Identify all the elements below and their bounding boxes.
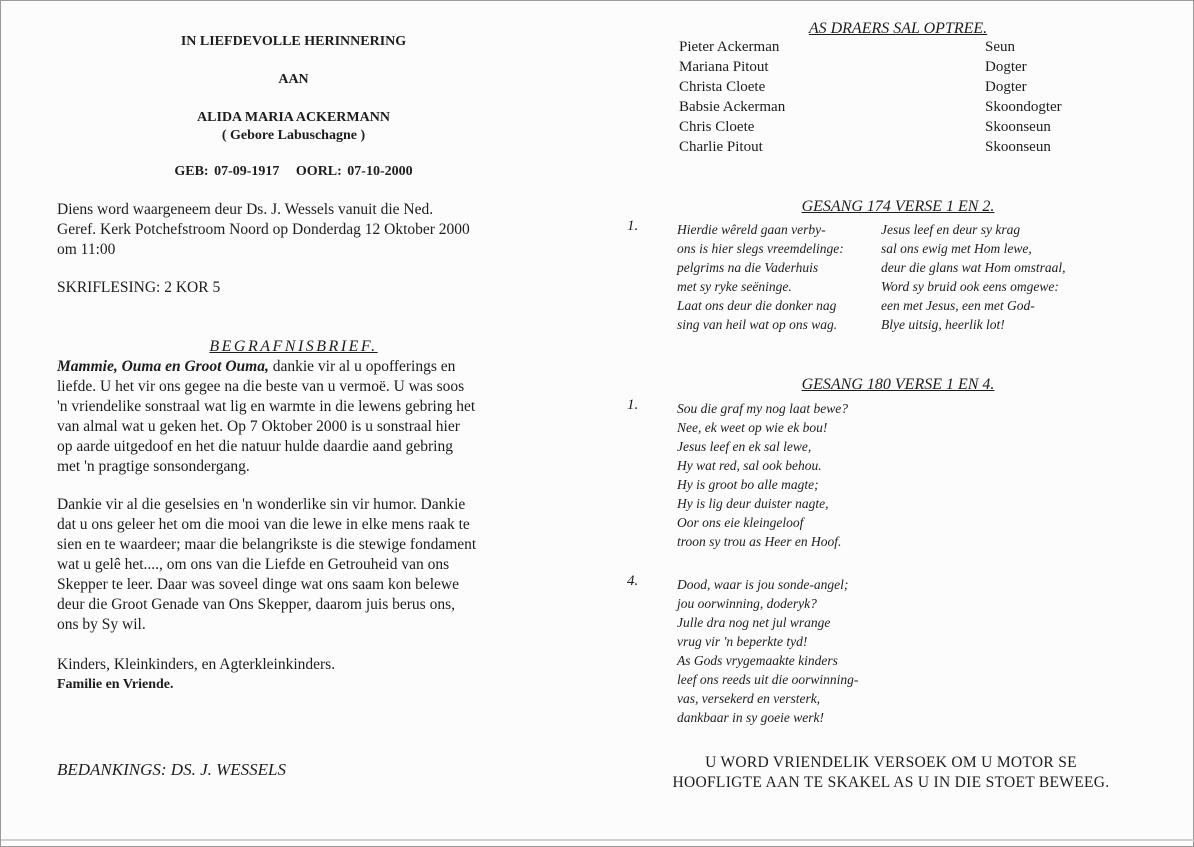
- life-dates: GEB: 07-09-1917 OORL: 07-10-2000: [174, 164, 413, 179]
- hymn-line: een met Jesus, een met God-: [881, 298, 1035, 313]
- letter-line: 'n vriendelike sonstraal wat lig en warmte in die lewens gebring het: [57, 398, 476, 415]
- letter-line: met 'n pragtige sonsondergang.: [57, 458, 250, 475]
- letter-paragraph-2: [57, 495, 537, 635]
- letter-title: BEGRAFNISBRIEF.: [209, 338, 378, 355]
- hymn-line: met sy ryke seëninge.: [677, 279, 792, 294]
- memorial-heading: IN LIEFDEVOLLE HERINNERING: [180, 34, 407, 49]
- hymn-line: dankbaar in sy goeie werk!: [677, 710, 824, 725]
- hymn-174-verse-number: 1.: [627, 218, 639, 234]
- letter-line: liefde. U het vir ons gegee na die beste van u vermoë. U was soos: [57, 378, 465, 395]
- hymn-line: troon sy trou as Heer en Hoof.: [677, 534, 842, 549]
- notice-line: U WORD VRIENDELIK VERSOEK OM U MOTOR SE: [705, 754, 1077, 771]
- maiden-name: ( Gebore Labuschagne ): [221, 128, 366, 143]
- letter-line: dat u ons geleer het om die mooi van die lewe in elke mens raak te: [57, 516, 470, 533]
- hymn-180-verse-1: [677, 399, 848, 551]
- letter-line: wat u gelê het...., om ons van die Liefde en Getrouheid van ons: [57, 556, 450, 573]
- service-details: [57, 200, 537, 260]
- service-line: om 11:00: [57, 241, 116, 258]
- hymn-line: Nee, ek weet op wie ek bou!: [677, 420, 828, 435]
- letter-line: Skepper te leer. Daar was soveel dinge wat ons saam kon belewe: [57, 576, 460, 593]
- hymn-line: Word sy bruid ook eens omgewe:: [881, 279, 1059, 294]
- bearer-row: [679, 99, 1099, 119]
- letter-text: dankie vir al u opofferings en: [268, 358, 456, 375]
- hymn-line: Hy is lig deur duister nagte,: [677, 496, 829, 511]
- bearer-row: [679, 139, 1099, 159]
- acknowledgements: BEDANKINGS: DS. J. WESSELS: [57, 760, 287, 779]
- service-line: Geref. Kerk Potchefstroom Noord op Donderdag 12 Oktober 2000: [57, 221, 470, 238]
- hymn-174-title: GESANG 174 VERSE 1 EN 2.: [801, 198, 995, 215]
- bearer-row: [679, 39, 1099, 59]
- letter-line: ons by Sy wil.: [57, 616, 146, 633]
- friends-signoff: Familie en Vriende.: [57, 677, 174, 692]
- bearer-row: [679, 59, 1099, 79]
- hymn-line: jou oorwinning, doderyk?: [677, 596, 817, 611]
- hymn-180-verse-4: [677, 575, 858, 727]
- letter-line: deur die Groot Genade van Ons Skepper, daarom juis berus ons,: [57, 596, 455, 613]
- scan-bottom-edge: [1, 839, 1194, 841]
- hymn-line: As Gods vrygemaakte kinders: [677, 653, 838, 668]
- hymn-line: ons is hier slegs vreemdelinge:: [677, 241, 844, 256]
- bearer-relation: Seun: [985, 39, 1015, 55]
- hymn-line: Hierdie wêreld gaan verby-: [677, 222, 826, 237]
- hymn-180-title: GESANG 180 VERSE 1 EN 4.: [801, 376, 995, 393]
- letter-line: [57, 357, 537, 377]
- bearer-name: Mariana Pitout: [679, 59, 769, 75]
- letter-opening: Mammie, Ouma en Groot Ouma,: [57, 358, 269, 375]
- bearers-title: AS DRAERS SAL OPTREE.: [808, 20, 988, 37]
- bearer-relation: Dogter: [985, 79, 1027, 95]
- hymn-line: Hy is groot bo alle magte;: [677, 477, 819, 492]
- hymn-line: deur die glans wat Hom omstraal,: [881, 260, 1066, 275]
- deceased-name: ALIDA MARIA ACKERMANN: [197, 110, 390, 125]
- hymn-line: sing van heil wat op ons wag.: [677, 317, 838, 332]
- bearer-relation: Skoonseun: [985, 139, 1051, 155]
- hymn-180-verse-4-number: 4.: [627, 573, 639, 589]
- bearer-relation: Dogter: [985, 59, 1027, 75]
- bearer-name: Charlie Pitout: [679, 139, 763, 155]
- hymn-line: sal ons ewig met Hom lewe,: [881, 241, 1032, 256]
- hymn-line: Blye uitsig, heerlik lot!: [881, 317, 1005, 332]
- letter-line: Dankie vir al die geselsies en 'n wonderlike sin vir humor. Dankie: [57, 496, 466, 513]
- hymn-line: vas, versekerd en versterk,: [677, 691, 821, 706]
- hymn-line: Hy wat red, sal ook behou.: [677, 458, 822, 473]
- hymn-174-verse-2: [881, 220, 1066, 334]
- letter-line: op aarde uitgedoof en het die natuur hulde daardie aand gebring: [57, 438, 453, 455]
- bearer-name: Christa Cloete: [679, 79, 766, 95]
- bearer-name: Pieter Ackerman: [679, 39, 780, 55]
- family-signoff: Kinders, Kleinkinders, en Agterkleinkinders.: [57, 656, 336, 673]
- hymn-line: Julle dra nog net jul wrange: [677, 615, 831, 630]
- hymn-line: Sou die graf my nog laat bewe?: [677, 401, 848, 416]
- letter-line: sien en te waardeer; maar die belangrikste is die stewige fondament: [57, 536, 477, 553]
- hymn-line: Jesus leef en deur sy krag: [881, 222, 1021, 237]
- scripture-reading: SKRIFLESING: 2 KOR 5: [57, 279, 221, 296]
- letter-paragraph-1: [57, 357, 537, 477]
- bearer-relation: Skoondogter: [985, 99, 1062, 115]
- hymn-180-verse-1-number: 1.: [627, 397, 639, 413]
- hymn-line: Jesus leef en ek sal lewe,: [677, 439, 812, 454]
- bearer-row: [679, 79, 1099, 99]
- hymn-line: leef ons reeds uit die oorwinning-: [677, 672, 859, 687]
- hymn-line: Laat ons deur die donker nag: [677, 298, 837, 313]
- bearer-relation: Skoonseun: [985, 119, 1051, 135]
- bearer-row: [679, 119, 1099, 139]
- letter-line: van almal wat u geken het. Op 7 Oktober 2000 is u sonstraal hier: [57, 418, 460, 435]
- hymn-line: Dood, waar is jou sonde-angel;: [677, 577, 849, 592]
- service-line: Diens word waargeneem deur Ds. J. Wessels vanuit die Ned.: [57, 201, 434, 218]
- hymn-line: Oor ons eie kleingeloof: [677, 515, 804, 530]
- hymn-line: pelgrims na die Vaderhuis: [677, 260, 819, 275]
- hymn-174-verse-1: [677, 220, 844, 334]
- bearer-name: Chris Cloete: [679, 119, 755, 135]
- hymn-line: vrug vir 'n beperkte tyd!: [677, 634, 808, 649]
- notice-line: HOOFLIGTE AAN TE SKAKEL AS U IN DIE STOET BEWEEG.: [672, 774, 1110, 791]
- bearer-name: Babsie Ackerman: [679, 99, 786, 115]
- procession-notice: [621, 753, 1161, 793]
- memorial-aan: AAN: [278, 72, 309, 87]
